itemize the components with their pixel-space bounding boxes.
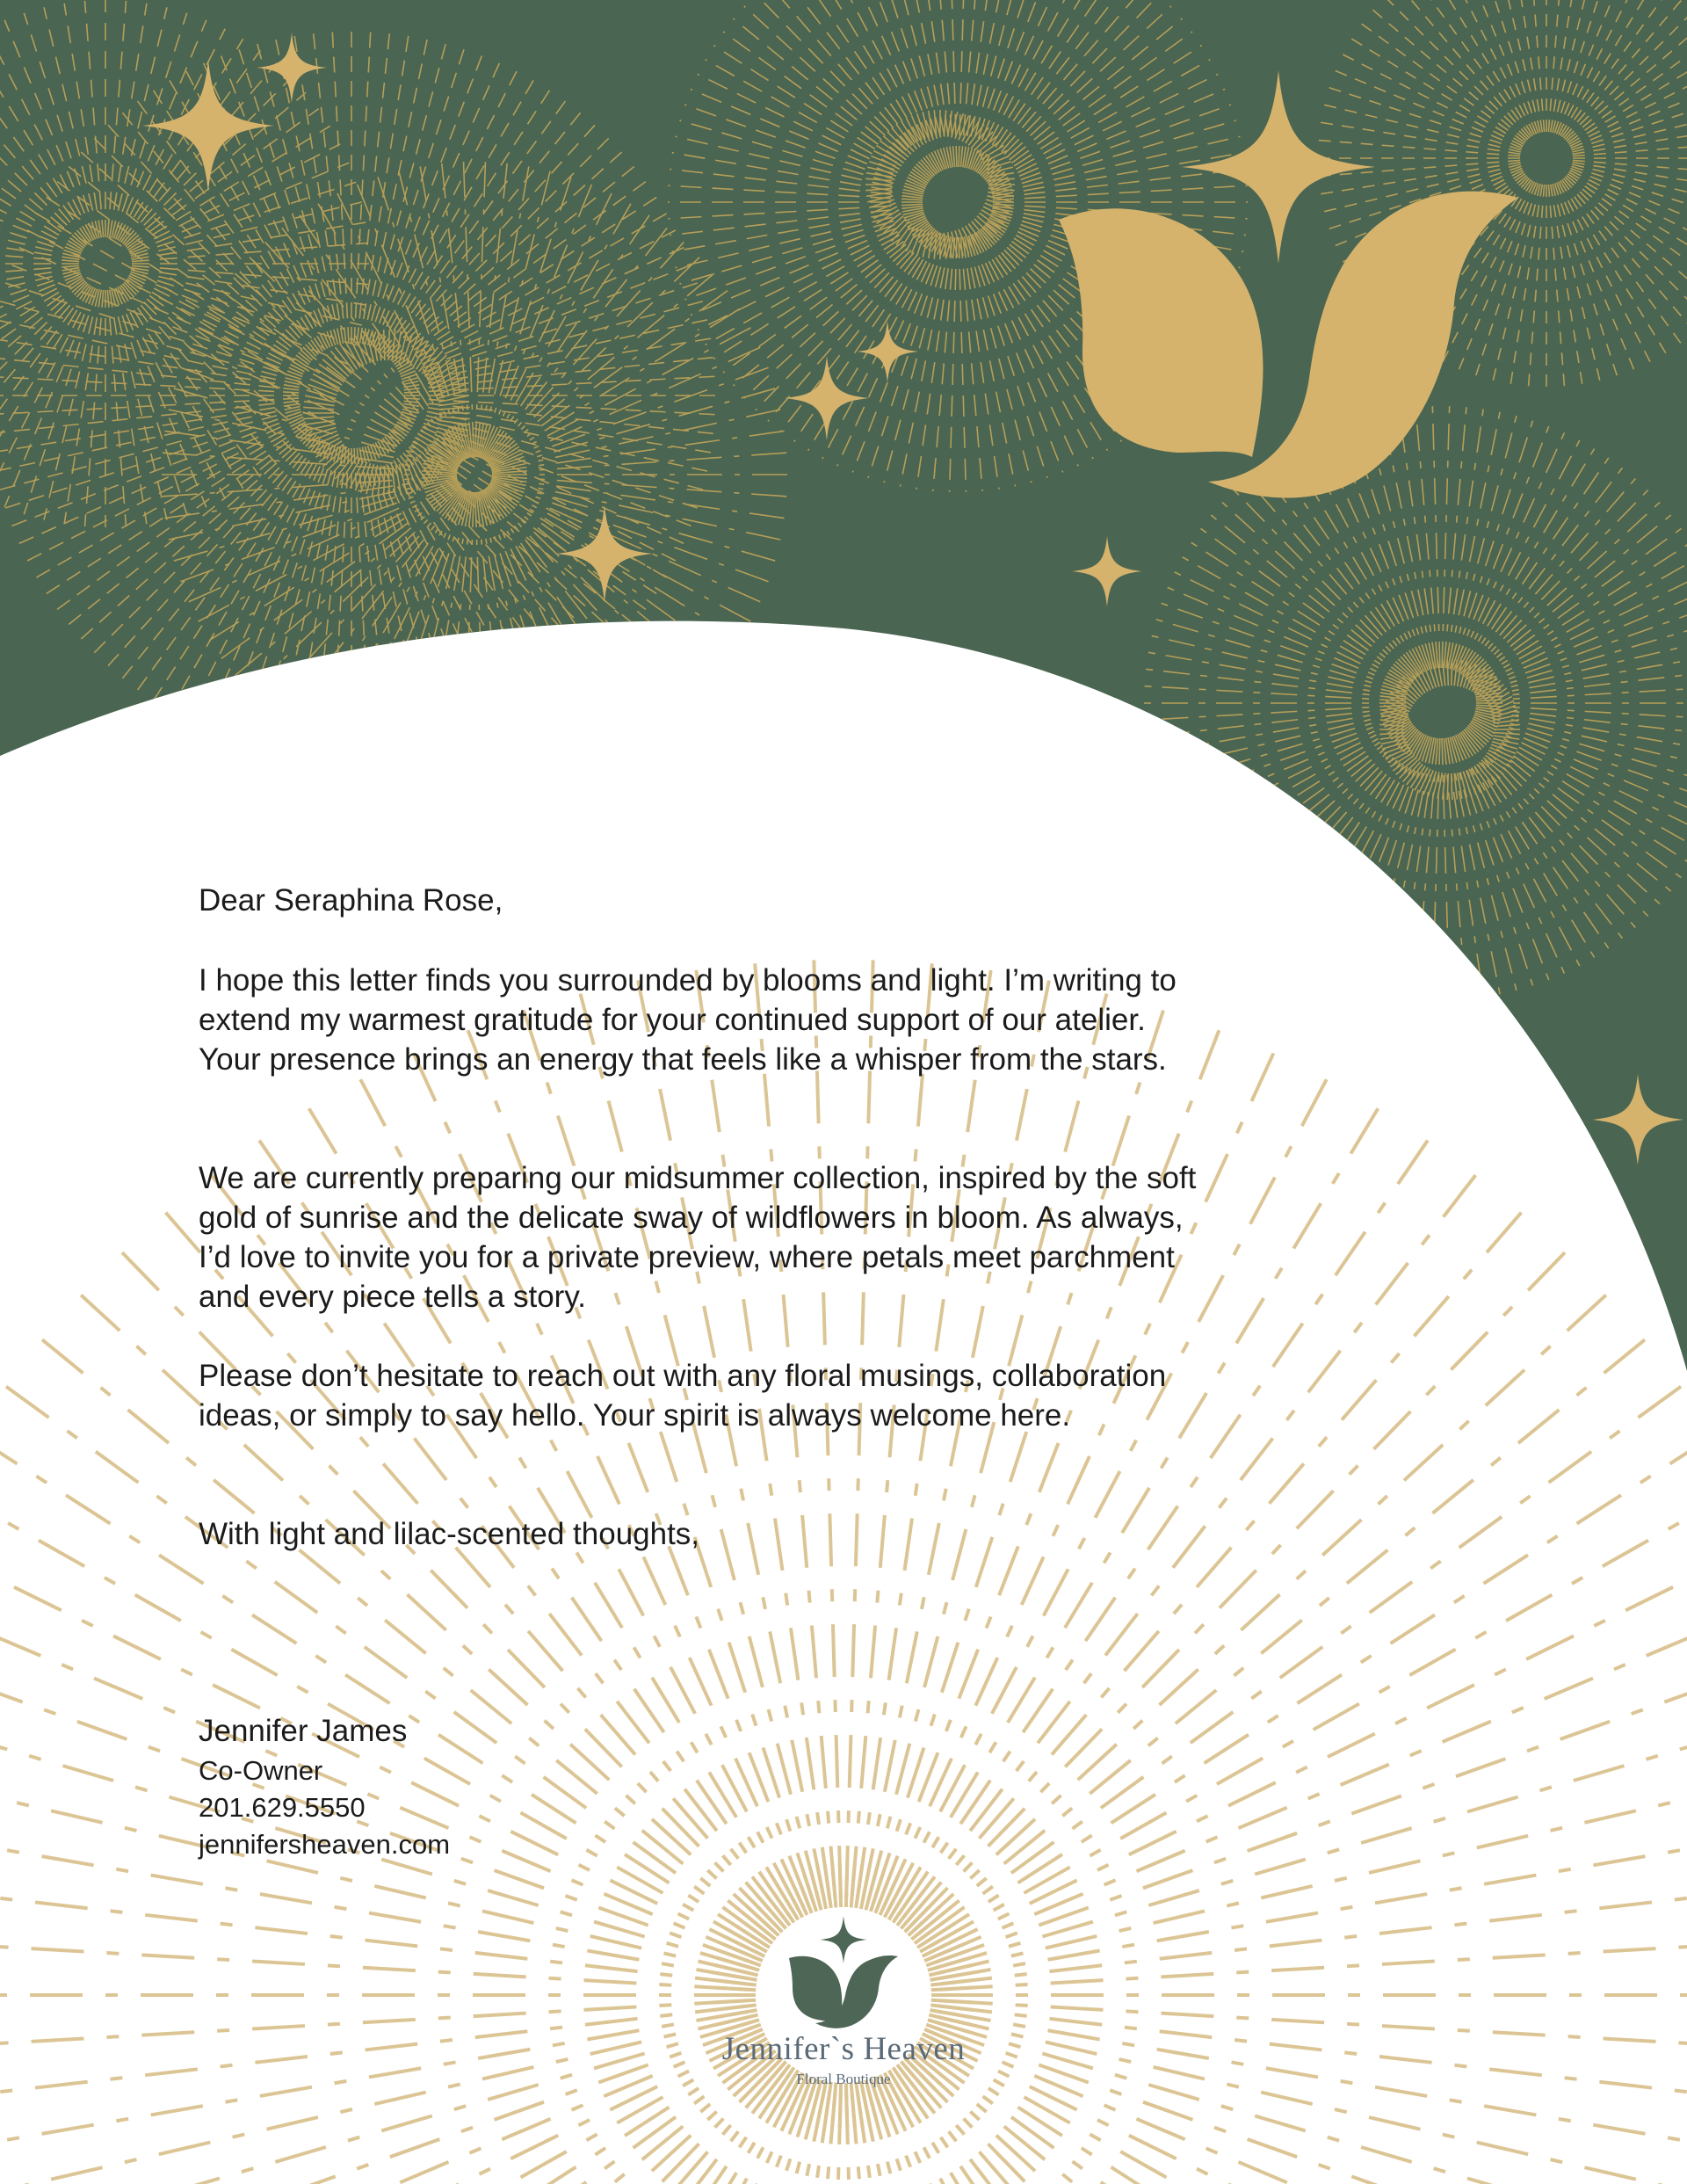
ray-line [713, 2005, 757, 2010]
ray-line [712, 2000, 756, 2003]
ray-line [851, 1864, 855, 1908]
ray-line [1447, 659, 1448, 686]
ray-line [832, 2083, 836, 2127]
letter-paragraph: Please don’t hesitate to reach out with any floral musings, collaboration ideas, or simply to say hello. Your spirit is always welcome here. [199, 1359, 1167, 1433]
ray-line [846, 1863, 847, 1907]
ray-line [0, 1585, 755, 1957]
ray-line [879, 1012, 1227, 1905]
ray-line [868, 975, 1111, 1901]
ray-line [832, 1864, 836, 1908]
brand-tagline: Floral Boutique [796, 2071, 891, 2087]
ray-line [840, 2083, 841, 2127]
salutation: Dear Seraphina Rose, [199, 883, 503, 918]
ray-line [931, 2000, 975, 2003]
ray-line [940, 1935, 1687, 1990]
ray-line [930, 1530, 1687, 1953]
ray-line [299, 2078, 793, 2184]
ray-line [713, 1980, 757, 1985]
ray-line [846, 2083, 847, 2127]
signature-title: Co-Owner [199, 1755, 323, 1786]
ray-line [937, 1698, 1687, 1968]
ray-line [925, 1425, 1687, 1942]
ray-line [930, 1980, 974, 1985]
ray-line [840, 1863, 841, 1907]
brand-name: Jennifer`s Heaven [721, 2031, 966, 2067]
ray-line [930, 2005, 974, 2010]
signature-website: jennifersheaven.com [199, 1829, 451, 1860]
ray-line [576, 975, 819, 1901]
signature-name: Jennifer James [199, 1714, 408, 1748]
ray-line [712, 1987, 756, 1990]
ray-line [931, 1987, 975, 1990]
ray-line [0, 1935, 747, 1990]
letter-paragraph: We are currently preparing our midsummer collection, inspired by the soft gold of sunrise and the delicate sway of wildflowers in bloom. As always, I’d love to invite you for a private preview, where petals meet parchment and every piece tells a story. [199, 1161, 1197, 1314]
ray-line [851, 2083, 855, 2127]
ray-line [928, 1477, 1687, 1948]
ray-line [922, 1375, 1687, 1939]
ray-line [894, 2078, 1388, 2184]
ray-line [1447, 773, 1448, 800]
cream-ray-bursts [0, 941, 1687, 2184]
ray-line [461, 1012, 809, 1905]
signature-phone: 201.629.5550 [199, 1792, 366, 1823]
ray-line [932, 1585, 1687, 1957]
ray-line [0, 1425, 763, 1942]
closing-line: With light and lilac-scented thoughts, [199, 1517, 700, 1551]
footer-tulip-star-icon [789, 1916, 898, 2028]
ray-line [911, 1238, 1579, 1926]
letter-paragraph: I hope this letter finds you surrounded by blooms and light. I’m writing to extend my warmest gratitude for your continued support of our atelier. Your presence brings an energy that feels like a whisper from the stars. [199, 963, 1177, 1077]
